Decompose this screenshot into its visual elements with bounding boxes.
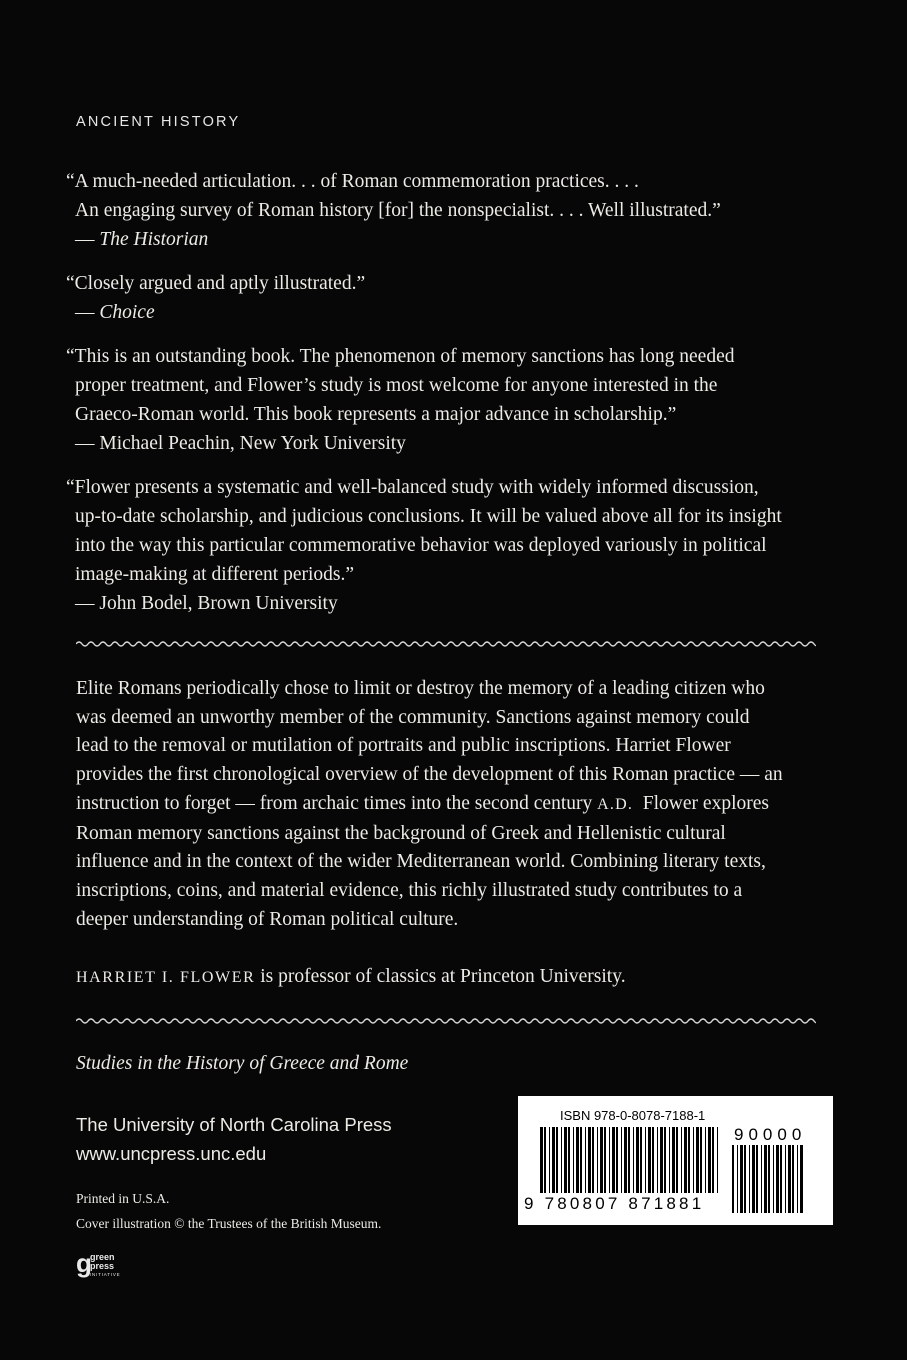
review-quote-4 bbox=[66, 473, 846, 618]
quote-line: An engaging survey of Roman history [for] the nonspecialist. . . . Well illustrated.” bbox=[75, 200, 721, 221]
quote-attribution: — Michael Peachin, New York University bbox=[75, 433, 406, 454]
description-line: lead to the removal or mutilation of portraits and public inscriptions. Harriet Flower bbox=[76, 735, 731, 757]
description-line: Roman memory sanctions against the background of Greek and Hellenistic cultural bbox=[76, 822, 726, 844]
wavy-divider bbox=[76, 638, 816, 650]
wavy-divider bbox=[76, 1015, 816, 1027]
quote-attribution: — The Historian bbox=[75, 229, 209, 250]
author-name: HARRIET I. FLOWER bbox=[76, 969, 256, 986]
quote-line: “A much-needed articulation. . . of Roman commemoration practices. . . . bbox=[66, 171, 639, 192]
publisher-name: The University of North Carolina Press bbox=[76, 1114, 392, 1135]
quote-attribution: — Choice bbox=[75, 302, 155, 323]
quote-attribution: — John Bodel, Brown University bbox=[75, 593, 338, 614]
description-line: instruction to forget — from archaic times into the second century A.D. Flower explores bbox=[76, 792, 769, 814]
barcode-digits: 9 780807 871881 bbox=[524, 1194, 705, 1213]
price-code: 90000 bbox=[734, 1125, 807, 1144]
quote-line: proper treatment, and Flower’s study is most welcome for anyone interested in the bbox=[75, 375, 718, 396]
quote-line: “Flower presents a systematic and well-balanced study with widely informed discussion, bbox=[66, 477, 759, 498]
review-quote-2 bbox=[66, 269, 846, 327]
description-line: provides the first chronological overview of the development of this Roman practice — an bbox=[76, 764, 783, 786]
cover-credit: Cover illustration © the Trustees of the British Museum. bbox=[76, 1216, 382, 1231]
review-quote-1 bbox=[66, 167, 846, 254]
isbn-label: ISBN 978-0-8078-7188-1 bbox=[560, 1108, 706, 1123]
review-quote-3 bbox=[66, 342, 846, 458]
description-line: was deemed an unworthy member of the community. Sanctions against memory could bbox=[76, 706, 750, 728]
publisher-block bbox=[76, 1110, 392, 1168]
quote-line: “This is an outstanding book. The phenomenon of memory sanctions has long needed bbox=[66, 346, 735, 367]
quote-line: image-making at different periods.” bbox=[75, 564, 355, 585]
green-press-initiative-logo: g green press INITIATIVE bbox=[76, 1248, 121, 1278]
description-line: influence and in the context of the wider Mediterranean world. Combining literary texts, bbox=[76, 851, 766, 873]
description-line: Elite Romans periodically chose to limit or destroy the memory of a leading citizen who bbox=[76, 678, 765, 699]
series-title: Studies in the History of Greece and Rome bbox=[76, 1053, 409, 1074]
quote-line: Graeco-Roman world. This book represents a major advance in scholarship.” bbox=[75, 404, 677, 425]
author-bio: HARRIET I. FLOWER is professor of classics at Princeton University. bbox=[76, 966, 626, 987]
quote-line: up-to-date scholarship, and judicious conclusions. It will be valued above all for its insight bbox=[75, 506, 782, 527]
barcode-main-bars bbox=[540, 1127, 720, 1193]
description-line: deeper understanding of Roman political culture. bbox=[76, 908, 459, 930]
quote-line: “Closely argued and aptly illustrated.” bbox=[66, 273, 366, 294]
publisher-url: www.uncpress.unc.edu bbox=[76, 1143, 267, 1164]
book-description bbox=[76, 675, 836, 934]
printed-in: Printed in U.S.A. bbox=[76, 1191, 170, 1206]
barcode-price-bars bbox=[732, 1145, 812, 1213]
quote-line: into the way this particular commemorative behavior was deployed variously in political bbox=[75, 535, 767, 556]
category-label: ANCIENT HISTORY bbox=[76, 114, 241, 130]
isbn-barcode bbox=[518, 1096, 833, 1225]
description-line: inscriptions, coins, and material evidence, this richly illustrated study contributes to a bbox=[76, 879, 743, 901]
print-info bbox=[76, 1186, 381, 1236]
